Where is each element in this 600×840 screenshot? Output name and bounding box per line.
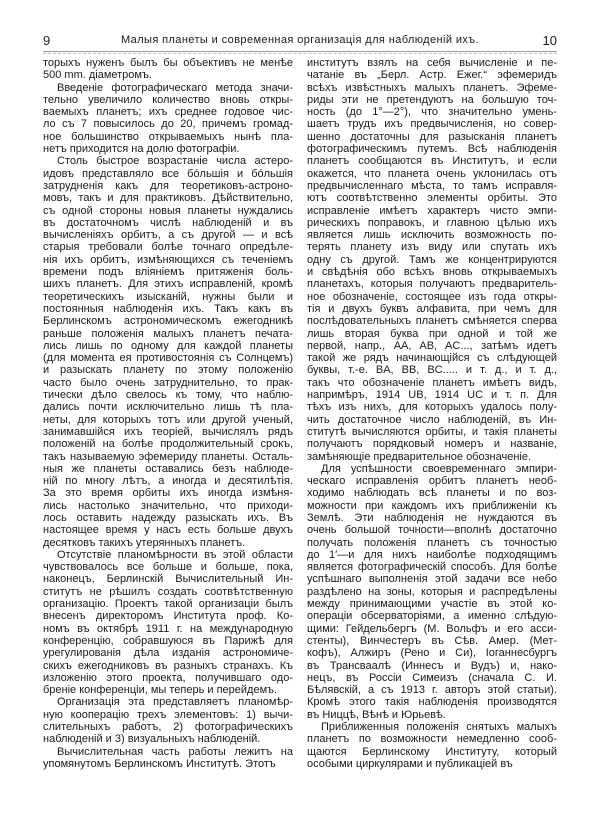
header-rule-secondary: [43, 53, 557, 54]
text-line: Приближенныя положенія снятыхъ малыхъ: [321, 721, 557, 734]
text-line: съ одной стороны новыя планеты нуждались: [43, 204, 293, 217]
text-line: успѣшнаго выполненія этой задачи все небо: [307, 573, 557, 586]
text-line: является фотографическій способъ. Для болѣе: [307, 561, 557, 574]
text-line: рическихъ поправокъ, и главною цѣлью ихъ: [307, 216, 557, 229]
text-line: За это время орбиты ихъ иногда измѣня-: [43, 487, 293, 500]
right-column: [307, 57, 557, 770]
text-line: лись лишь по одному для каждой планеты: [43, 339, 293, 352]
text-line: лось оставить надежду разыскать ихъ. Въ: [43, 511, 293, 524]
text-line: ло съ 7 повысилось до 20, причемъ громад-: [43, 118, 293, 131]
text-line: упомянутомъ Берлинскомъ Институтѣ. Этотъ: [43, 757, 276, 770]
text-line: шенно достаточны для разысканія планетъ: [307, 130, 557, 143]
text-line: послѣдовательныхъ планетъ смѣняется сперва: [307, 315, 557, 328]
text-line: вычисленіяхъ орбитъ, а съ другой — и всѣ: [43, 229, 293, 242]
text-line: первой, напр., AA, AB, AC..., затѣмъ идетъ: [307, 339, 557, 352]
page-number-right: 10: [542, 33, 557, 48]
text-line: Для успѣшности своевременнаго эмпири-: [321, 462, 557, 475]
text-line: ститутѣ вычисляются орбиты, и такія планеты: [307, 425, 557, 438]
text-line: раньше положенія малыхъ планетъ печата-: [43, 327, 293, 340]
text-line: идовъ представляло все бóльшія и бóльшія: [43, 167, 293, 180]
text-line: ютъ соотвѣтственно элементы орбиты. Это: [307, 192, 557, 205]
text-line: ное большинство открываемыхъ нынѣ пла-: [43, 130, 293, 143]
text-line: кофъ), Алжиръ (Рено и Си), Іоганнесбургъ: [307, 647, 557, 660]
text-line: Вычислительная часть работы лежитъ на: [57, 745, 293, 758]
text-line: является лишь исключить возможность по-: [307, 229, 557, 242]
text-line: всѣхъ извѣстныхъ малыхъ планетъ. Эфеме-: [307, 81, 557, 94]
text-line: теоретическихъ изысканій, нужны были и: [43, 290, 293, 303]
text-line: десятковъ такихъ утерянныхъ планетъ.: [43, 536, 246, 549]
text-line: Берлинскомъ астрономическомъ ежегодникѣ: [43, 315, 293, 328]
text-line: часто было очень затруднительно, то прак-: [43, 376, 293, 389]
text-line: Столь быстрое возрастаніе числа астеро-: [57, 155, 293, 168]
text-line: ваемыхъ планетъ; ихъ среднее годовое чис-: [43, 106, 293, 119]
text-line: времени подъ вліяніемъ притяженія боль-: [43, 266, 293, 279]
text-line: нецъ, въ Россіи Симеизъ (сначала С. И.: [307, 671, 557, 684]
text-line: раздѣлено на зоны, которыя и распредѣлены: [307, 585, 557, 598]
text-line: такъ что обозначеніе планетъ имѣетъ видъ,: [307, 376, 557, 389]
text-line: окажется, что планета очень уклонилась отъ: [307, 167, 557, 180]
paragraph: [307, 463, 557, 721]
page-number-left: 9: [43, 33, 51, 48]
text-line: операціи обсерваторіями, а именно слѣдую-: [307, 610, 557, 623]
text-line: неты, для которыхъ тотъ или другой ученый,: [43, 413, 293, 426]
text-line: ную кооперацію трехъ элементовъ: 1) вычи-: [43, 708, 293, 721]
text-line: получаютъ порядковый номеръ и названіе,: [307, 438, 557, 451]
text-line: такъ называемую эфемериду планеты. Осталь-: [43, 450, 293, 463]
text-line: въ Трансваалѣ (Иннесъ и Вудъ) и, нако-: [307, 659, 557, 672]
text-line: до 1′—и для нихъ наиболѣе подходящимъ: [307, 548, 557, 561]
text-line: скихъ ежегодниковъ въ разныхъ странахъ. Къ: [43, 659, 293, 672]
text-line: Введеніе фотографическаго метода значи-: [57, 81, 293, 94]
text-line: номъ въ октябрѣ 1911 г. на международную: [43, 622, 293, 635]
text-line: между принимающими участіе въ этой ко-: [307, 598, 557, 611]
text-line: наконецъ, Берлинскій Вычислительный Ин-: [43, 573, 293, 586]
text-line: настоящее время у насъ есть больше двухъ: [43, 524, 293, 537]
text-line: терять планету изъ виду или спутать ихъ: [307, 241, 557, 254]
text-line: затрудненія какъ для теоретиковъ-астроно-: [43, 179, 293, 192]
text-line: Кромѣ этого такія наблюденія производятся: [307, 696, 557, 709]
text-line: ныя же планеты оставались безъ наблюде-: [43, 462, 293, 475]
text-line: (для момента ея противостоянія съ Солнцемъ): [43, 352, 293, 365]
text-line: торыхъ нуженъ былъ бы объективъ не менѣе: [43, 57, 293, 69]
paragraph: [307, 57, 557, 463]
text-line: тельно увеличило количество вновь откры-: [43, 93, 293, 106]
text-line: можности при каждомъ ихъ приближеніи къ: [307, 499, 557, 512]
text-line: ній по многу лѣтъ, а иногда и десятилѣтія.: [43, 475, 293, 488]
text-line: ное обозначеніе, состоящее изъ года откры-: [307, 290, 557, 303]
text-line: конференцію, собравшуюся въ Парижѣ для: [43, 634, 293, 647]
text-line: Землѣ. Эти наблюденія не нуждаются въ: [307, 511, 557, 524]
left-column: [43, 57, 293, 770]
text-line: тія и двухъ буквъ алфавита, при чемъ для: [307, 302, 557, 315]
paragraph: [43, 57, 293, 82]
header-rule: [43, 51, 557, 52]
paragraph: [43, 696, 293, 745]
text-line: внесенъ директоромъ Института проф. Ко-: [43, 610, 293, 623]
running-header: [43, 33, 557, 49]
text-line: нетъ приходится на долю фотографіи.: [43, 143, 240, 156]
text-line: нія ихъ орбитъ, измѣняющихся съ теченіемъ: [43, 253, 293, 266]
text-line: ность (до 1°—2°), что значительно умень-: [307, 106, 557, 119]
text-line: и разыскать планету по этому положенію: [43, 364, 293, 377]
text-line: стенты), Винчестеръ въ Сѣв. Амер. (Мет-: [307, 634, 557, 647]
text-line: занимавшійся ихъ теоріей, вычислялъ рядъ: [43, 425, 293, 438]
text-line: тѣхъ изъ нихъ, для которыхъ удалось полу-: [307, 401, 557, 414]
paragraph: [43, 82, 293, 156]
text-line: положеній на болѣе продолжительный срокъ,: [43, 438, 293, 451]
text-line: въ Ниццѣ, Вѣнѣ и Юрьевѣ.: [307, 708, 446, 721]
paragraph: [307, 721, 557, 770]
text-line: слительныхъ работъ, 2) фотографическихъ: [43, 721, 293, 734]
text-line: постоянныя наблюденія ихъ. Такъ какъ въ: [43, 302, 293, 315]
text-line: организацію. Проектъ такой организаціи былъ: [43, 598, 293, 611]
text-line: тически дѣло свелось къ тому, что наблю-: [43, 389, 293, 402]
text-line: Организація эта представляетъ планомѣр-: [57, 696, 293, 709]
text-line: замѣняющіе предварительное обозначеніе.: [307, 450, 532, 463]
text-line: чувствовалось все больше и больше, пока,: [43, 561, 293, 574]
paragraph: [43, 746, 293, 771]
text-line: щими: Гейдельбергъ (М. Вольфъ и его асси-: [307, 622, 557, 635]
text-line: и свѣдѣнія обо всѣхъ вновь открываемыхъ: [307, 266, 557, 279]
text-line: исправленіе имѣетъ характеръ чисто эмпи-: [307, 204, 557, 217]
text-line: ститутъ не рѣшилъ создать соотвѣтственную: [43, 585, 293, 598]
running-title: Малыя планеты и современная организація для наблюденій ихъ.: [120, 34, 479, 46]
text-line: институтъ взялъ на себя вычисленіе и пе-: [307, 57, 557, 69]
text-line: фотографическимъ путемъ. Всѣ наблюденія: [307, 143, 557, 156]
text-line: лишь вторая буква при одной и той же: [307, 327, 557, 340]
text-line: планетахъ, которыя получаютъ предваритель-: [307, 278, 557, 291]
text-line: старыя требовали болѣе точнаго опредѣле-: [43, 241, 293, 254]
text-line: такой же рядъ начинающійся съ слѣдующей: [307, 352, 557, 365]
text-line: ходимо наблюдать всѣ планеты и по воз-: [307, 487, 557, 500]
text-line: буквы, т.-е. BA, BB, BC..... и т. д., и т. д.,: [307, 364, 557, 377]
text-line: чить достаточное число наблюденій, въ Ин-: [307, 413, 557, 426]
text-line: очень большой точности—вполнѣ достаточно: [307, 524, 557, 537]
text-line: шаетъ трудъ ихъ предвычисленія, но совер-: [307, 118, 557, 131]
text-line: предвычисленнаго мѣста, то тамъ исправля-: [307, 179, 557, 192]
text-line: одну съ другой. Тамъ же концентрируются: [307, 253, 557, 266]
text-line: лись настолько значительно, что приходи-: [43, 499, 293, 512]
text-line: получать положенія планетъ съ точностью: [307, 536, 557, 549]
text-line: планетъ сообщаются въ Институтъ, и если: [307, 155, 557, 168]
text-line: изложенію этого проекта, получившаго одо-: [43, 671, 293, 684]
text-line: дались почти исключительно лишь тѣ пла-: [43, 401, 293, 414]
text-line: Бѣлявскій, а съ 1913 г. авторъ этой статьи).: [307, 684, 557, 697]
text-line: особыми циркулярами и публикаціей въ: [307, 757, 513, 770]
text-line: планетъ по возможности немедленно сооб-: [307, 733, 557, 746]
text-line: ческаго исправленія орбитъ планетъ необ-: [307, 475, 557, 488]
paragraph: [43, 549, 293, 697]
text-line: бреніе конференціи, мы теперь и перейдемъ.: [43, 684, 278, 697]
text-line: напримѣръ, 1914 UB, 1914 UC и т. п. Для: [307, 389, 557, 402]
text-line: мовъ, такъ и для практиковъ. Дѣйствительно,: [43, 192, 293, 205]
text-line: риды эти не претендуютъ на большую точ-: [307, 93, 557, 106]
text-line: Отсутствіе планомѣрности въ этой области: [57, 548, 293, 561]
text-line: въ достаточномъ числѣ наблюденій и въ: [43, 216, 293, 229]
text-line: урегулированія дѣла изданія астрономиче-: [43, 647, 293, 660]
text-line: щаются Берлинскому Институту, который: [307, 745, 557, 758]
text-line: наблюденій и 3) визуальныхъ наблюденій.: [43, 733, 261, 746]
paragraph: [43, 155, 293, 549]
text-line: шихъ планетъ. Для этихъ исправленій, кромѣ: [43, 278, 293, 291]
text-line: чатаніе въ „Берл. Астр. Ежег.“ эфемеридъ: [307, 69, 557, 82]
text-line: 500 mm. діаметромъ.: [43, 69, 152, 82]
